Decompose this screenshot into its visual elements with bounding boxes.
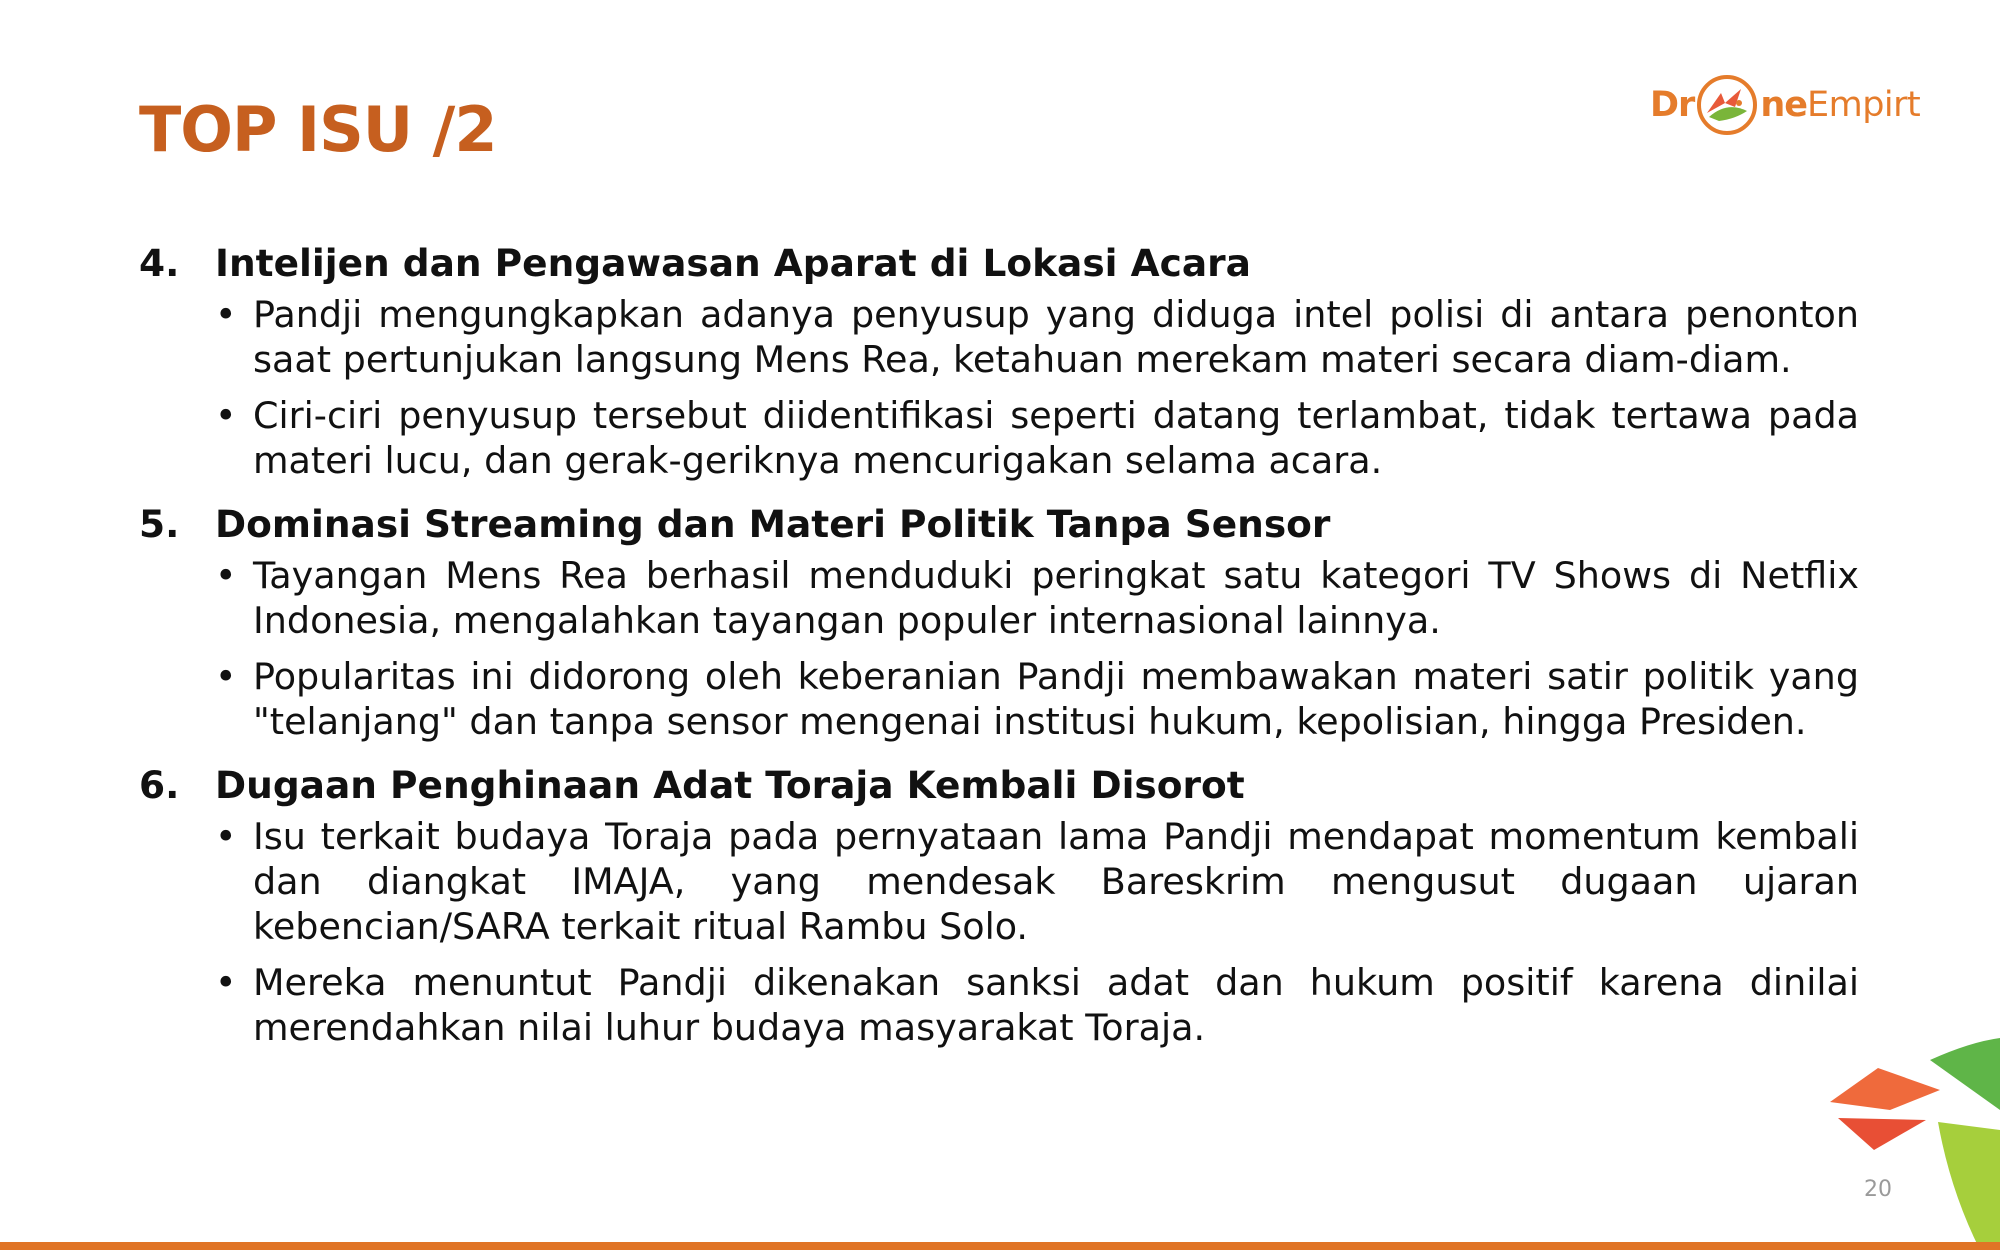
- issue-number: 5.: [139, 502, 180, 546]
- bullet-item: • Ciri-ciri penyusup tersebut diidentifikasi seperti datang terlambat, tidak tertawa pada materi lucu, dan gerak-geriknya mencurigakan selama acara.: [215, 393, 1859, 483]
- issue-number: 4.: [139, 241, 180, 285]
- issue-heading: [139, 238, 1859, 288]
- logo-text-part2: ne: [1760, 85, 1807, 125]
- logo-text-part1: Dr: [1650, 85, 1695, 125]
- bullet-item: • Tayangan Mens Rea berhasil menduduki peringkat satu kategori TV Shows di Netflix Indonesia, mengalahkan tayangan populer internasional lainnya.: [215, 553, 1859, 643]
- issue-heading: [139, 499, 1859, 549]
- page-number: 20: [1864, 1177, 1892, 1202]
- issue-title: Dugaan Penghinaan Adat Toraja Kembali Disorot: [215, 763, 1245, 807]
- issue-section-5: [139, 499, 1859, 744]
- drone-bird-icon: [1695, 73, 1759, 137]
- slide-content: [139, 238, 1859, 1066]
- bullet-item: • Pandji mengungkapkan adanya penyusup yang diduga intel polisi di antara penonton saat pertunjukan langsung Mens Rea, ketahuan merekam materi secara diam-diam.: [215, 292, 1859, 382]
- bullet-item: • Isu terkait budaya Toraja pada pernyataan lama Pandji mendapat momentum kembali dan diangkat IMAJA, yang mendesak Bareskrim mengusut dugaan ujaran kebencian/SARA terkait ritual Rambu Solo.: [215, 814, 1859, 949]
- bullet-item: • Popularitas ini didorong oleh keberanian Pandji membawakan materi satir politik yang "telanjang" dan tanpa sensor mengenai institusi hukum, kepolisian, hingga Presiden.: [215, 654, 1859, 744]
- issue-section-4: [139, 238, 1859, 483]
- issue-heading: [139, 760, 1859, 810]
- footer-bar: [0, 1242, 2000, 1250]
- drone-emprit-logo: [1650, 70, 1920, 140]
- logo-text-part3: Empirt: [1806, 85, 1921, 125]
- issue-title: Dominasi Streaming dan Materi Politik Tanpa Sensor: [215, 502, 1331, 546]
- bullet-item: • Mereka menuntut Pandji dikenakan sanksi adat dan hukum positif karena dinilai merendahkan nilai luhur budaya masyarakat Toraja.: [215, 960, 1859, 1050]
- issue-number: 6.: [139, 763, 180, 807]
- bullet-list: [215, 814, 1859, 1050]
- corner-shape-icon: [1830, 1030, 2000, 1250]
- bullet-list: [215, 292, 1859, 483]
- issue-title: Intelijen dan Pengawasan Aparat di Lokasi Acara: [215, 241, 1251, 285]
- bullet-list: [215, 553, 1859, 744]
- issue-section-6: [139, 760, 1859, 1050]
- slide-title: TOP ISU /2: [139, 93, 497, 166]
